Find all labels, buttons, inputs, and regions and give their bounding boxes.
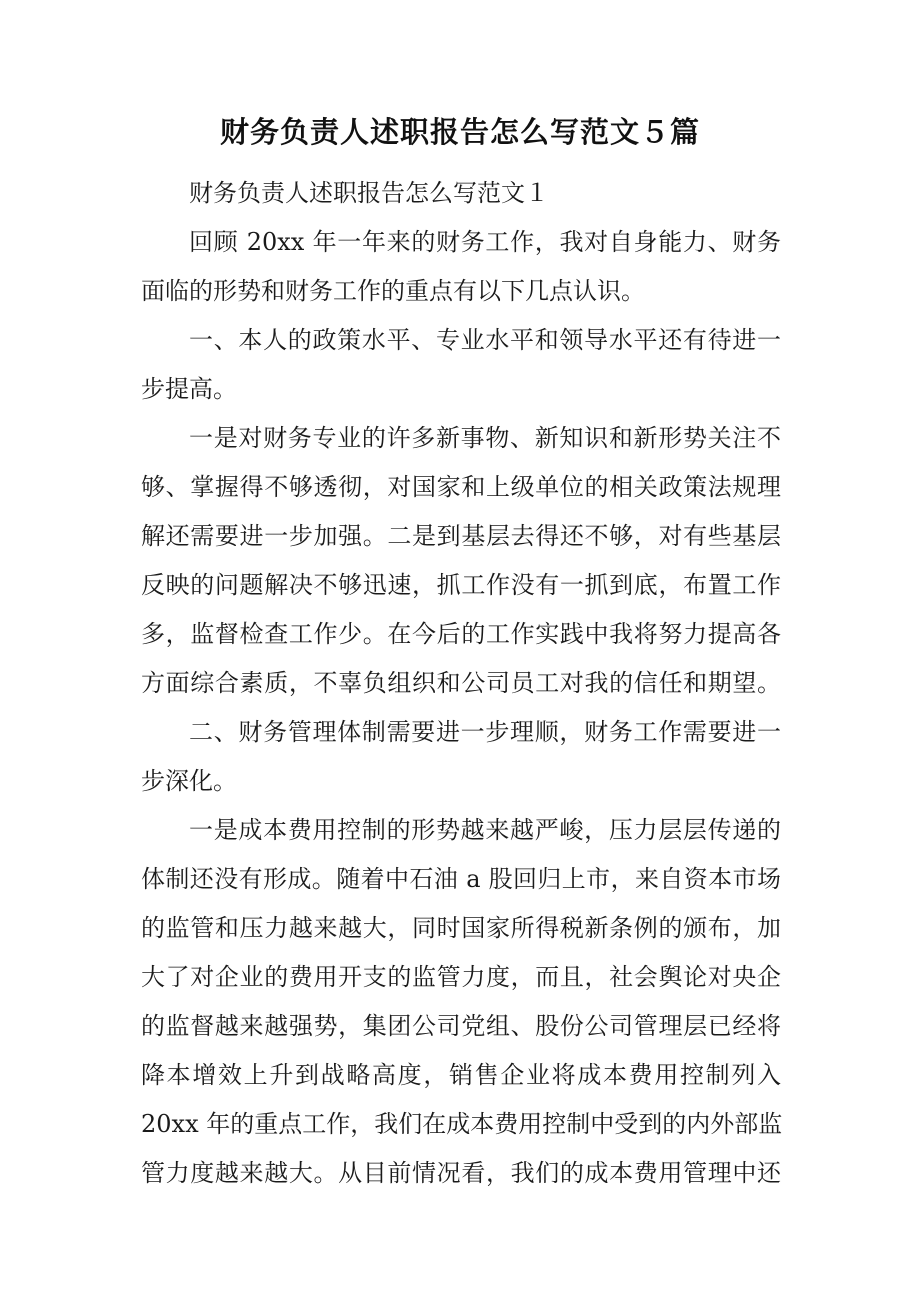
- paragraph-line: 一是成本费用控制的形势越来越严峻，压力层层传递的: [189, 816, 781, 844]
- paragraph-line: 的监管和压力越来越大，同时国家所得税新条例的颁布，加: [141, 914, 781, 942]
- paragraph-line: 大了对企业的费用开支的监管力度，而且，社会舆论对央企: [141, 963, 781, 991]
- paragraph-line: 反映的问题解决不够迅速，抓工作没有一抓到底，布置工作: [141, 571, 781, 599]
- paragraph-line: 步深化。: [141, 767, 237, 795]
- paragraph-line: 面临的形势和财务工作的重点有以下几点认识。: [141, 277, 645, 305]
- document-title: 财务负责人述职报告怎么写范文５篇: [219, 115, 700, 149]
- paragraph-line: 20xx 年的重点工作，我们在成本费用控制中受到的内外部监: [141, 1110, 783, 1138]
- paragraph-line: 回顾 20xx 年一年来的财务工作，我对自身能力、财务: [189, 228, 781, 256]
- paragraph-line: 管力度越来越大。从目前情况看，我们的成本费用管理中还: [141, 1159, 781, 1187]
- paragraph-line: 方面综合素质，不辜负组织和公司员工对我的信任和期望。: [141, 669, 781, 697]
- paragraph-line: 步提高。: [141, 375, 237, 403]
- paragraph-line: 解还需要进一步加强。二是到基层去得还不够，对有些基层: [141, 522, 781, 550]
- paragraph-line: 多，监督检查工作少。在今后的工作实践中我将努力提高各: [141, 620, 781, 648]
- subtitle-line: 财务负责人述职报告怎么写范文１: [189, 179, 549, 207]
- paragraph-line: 一是对财务专业的许多新事物、新知识和新形势关注不: [189, 424, 781, 452]
- paragraph-line: 一、本人的政策水平、专业水平和领导水平还有待进一: [189, 326, 781, 354]
- document-body: [141, 169, 781, 1198]
- paragraph-line: 够、掌握得不够透彻，对国家和上级单位的相关政策法规理: [141, 473, 781, 501]
- paragraph-line: 降本增效上升到战略高度，销售企业将成本费用控制列入: [141, 1061, 781, 1089]
- paragraph-line: 的监督越来越强势，集团公司党组、股份公司管理层已经将: [141, 1012, 781, 1040]
- paragraph-line: 体制还没有形成。随着中石油 a 股回归上市，来自资本市场: [141, 865, 781, 893]
- paragraph-line: 二、财务管理体制需要进一步理顺，财务工作需要进一: [189, 718, 781, 746]
